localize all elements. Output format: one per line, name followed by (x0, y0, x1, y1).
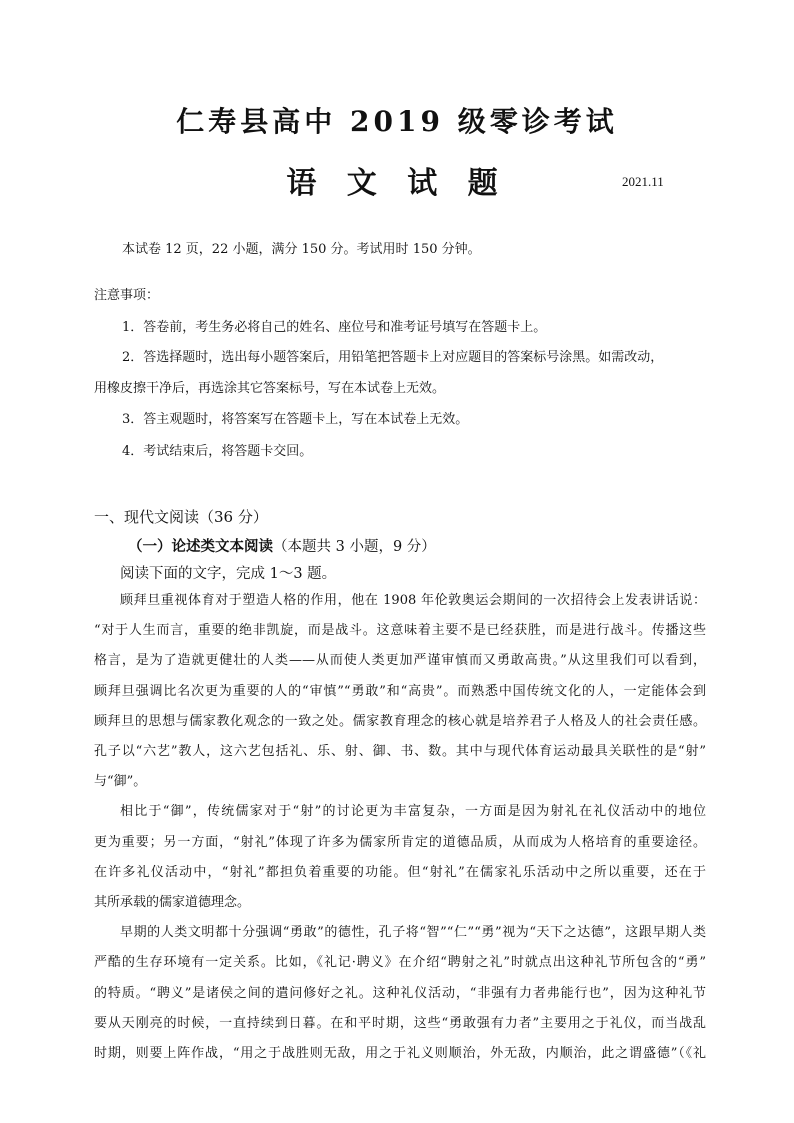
passage-line: 格言，是为了造就更健壮的人类——从而使人类更加严谨审慎而又勇敢高贵。”从这里我们可以看到， (94, 653, 706, 669)
passage-line: 顾拜旦的思想与儒家教化观念的一致之处。儒家教育理念的核心就是培养君子人格及人的社会责任感。 (94, 713, 706, 729)
subject-title: 语 文 试 题 (286, 166, 508, 201)
passage-line: 孔子以“六艺”教人，这六艺包括礼、乐、射、御、书、数。其中与现代体育运动最具关联性的是“射” (94, 744, 706, 760)
passage (94, 586, 706, 1069)
passage-line: 严酷的生存环境有一定关系。比如，《礼记·聘义》在介绍“聘射之礼”时就点出这种礼节所包含的“勇” (94, 955, 706, 971)
passage-paragraph-3 (94, 918, 706, 1069)
note-item-1: 1．答卷前，考生务必将自己的姓名、座位号和准考证号填写在答题卡上。 (122, 320, 547, 335)
reading-instruction: 阅读下面的文字，完成 1～3 题。 (120, 566, 337, 582)
passage-paragraph-2 (94, 797, 706, 918)
passage-line: 时期，则要上阵作战，“用之于战胜则无敌，用之于礼义则顺治，外无敌，内顺治，此之谓盛德”（《礼 (94, 1046, 706, 1062)
note-item-3: 3．答主观题时，将答案写在答题卡上，写在本试卷上无效。 (122, 412, 469, 427)
passage-line: 相比于“御”，传统儒家对于“射”的讨论更为丰富复杂，一方面是因为射礼在礼仪活动中的地位 (120, 804, 706, 820)
note-item-2: 2．答选择题时，选出每小题答案后，用铅笔把答题卡上对应题目的答案标号涂黑。如需改动， (122, 350, 664, 365)
passage-line: 早期的人类文明都十分强调“勇敢”的德性，孔子将“智”“仁”“勇”视为“天下之达德”，这跟早期人类 (120, 925, 706, 941)
subsection-detail: （本题共 3 小题，9 分） (273, 539, 436, 555)
note-item-4: 4．考试结束后，将答题卡交回。 (122, 444, 313, 459)
passage-line: 顾拜旦强调比名次更为重要的人的“审慎”“勇敢”和“高贵”。而熟悉中国传统文化的人，一定能体会到 (94, 683, 706, 699)
notes-heading: 注意事项： (94, 288, 160, 303)
exam-title: 仁寿县高中 2019 级零诊考试 (176, 105, 618, 138)
exam-date: 2021.11 (622, 174, 664, 189)
note-item-2-cont: 用橡皮擦干净后，再选涂其它答案标号，写在本试卷上无效。 (94, 381, 446, 396)
passage-line: 顾拜旦重视体育对于塑造人格的作用，他在 1908 年伦敦奥运会期间的一次招待会上发表讲话说： (120, 593, 706, 608)
passage-line: 在许多礼仪活动中，“射礼”都担负着重要的功能。但“射礼”在儒家礼乐活动中之所以重要，还在于 (94, 864, 706, 880)
passage-line: “对于人生而言，重要的绝非凯旋，而是战斗。这意味着主要不是已经获胜，而是进行战斗。传播这些 (94, 623, 706, 639)
passage-line: 与“御”。 (94, 774, 147, 790)
passage-line: 其所承载的儒家道德理念。 (94, 895, 251, 911)
section-heading: 一、现代文阅读（36 分） (94, 508, 268, 526)
subsection-heading (128, 535, 436, 556)
exam-info: 本试卷 12 页，22 小题，满分 150 分。考试用时 150 分钟。 (122, 242, 481, 257)
passage-line: 更为重要；另一方面，“射礼”体现了许多为儒家所肯定的道德品质，从而成为人格培育的重要途径。 (94, 834, 706, 850)
passage-line: 的特质。“聘义”是诸侯之间的遣问修好之礼。这种礼仪活动，“非强有力者弗能行也”，因为这种礼节 (94, 985, 706, 1001)
passage-paragraph-1 (94, 586, 706, 797)
passage-line: 要从天刚亮的时候，一直持续到日暮。在和平时期，这些“勇敢强有力者”主要用之于礼仪，而当战乱 (94, 1015, 706, 1031)
subsection-title: （一）论述类文本阅读 (128, 539, 273, 555)
